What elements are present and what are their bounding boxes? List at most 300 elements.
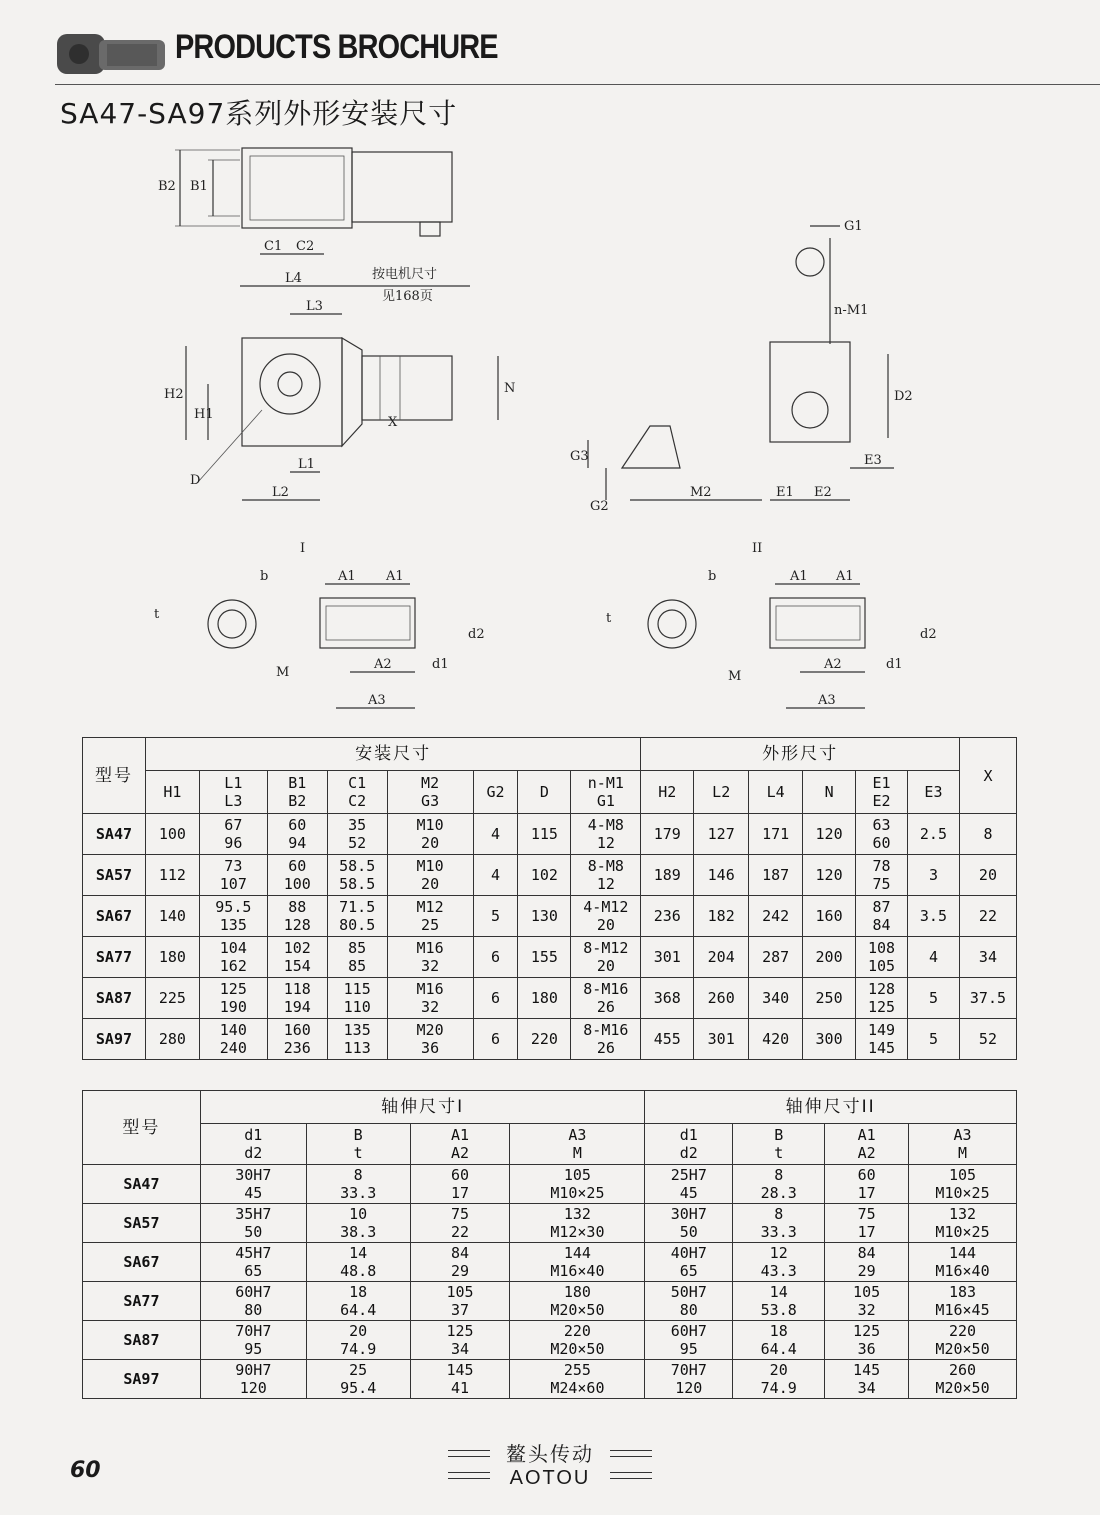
value-line: 73 (224, 857, 243, 875)
value-cell (327, 814, 387, 855)
value-line: 301 (707, 1030, 735, 1048)
value-line: 4 (490, 825, 500, 843)
value-cell (306, 1282, 410, 1321)
subheader-line: M2 (421, 774, 440, 792)
value-line: 70H7 (670, 1361, 707, 1379)
label-d2-II: d2 (920, 627, 937, 642)
value-line: 95 (244, 1340, 263, 1358)
value-line: 60 (288, 857, 307, 875)
value-line: 30H7 (235, 1166, 272, 1184)
label-A3-I: A3 (368, 693, 386, 708)
value-line: 65 (244, 1262, 263, 1280)
label-t-II: t (606, 611, 612, 626)
value-line: 37 (451, 1301, 470, 1319)
value-line: 240 (219, 1039, 247, 1057)
table-row (83, 1165, 1017, 1204)
value-cell (803, 896, 856, 937)
page-number: 60 (70, 1458, 101, 1483)
subheader-cell (641, 771, 694, 814)
shaft-dimension-table (82, 1090, 1017, 1399)
value-cell (327, 978, 387, 1019)
model-cell: SA77 (83, 937, 146, 978)
value-cell (199, 937, 267, 978)
value-cell (199, 978, 267, 1019)
value-line: 5 (928, 1030, 938, 1048)
value-line: 22 (451, 1223, 470, 1241)
value-line: 29 (451, 1262, 470, 1280)
subheader-line: d1 (679, 1126, 698, 1144)
value-line: 71.5 (339, 898, 376, 916)
value-line: 4-M8 (587, 816, 624, 834)
value-line: 84 (872, 916, 891, 934)
shaft-detail-I (154, 541, 485, 708)
subheader-line: H1 (163, 783, 182, 801)
value-cell (909, 1321, 1017, 1360)
value-line: 75 (872, 875, 891, 893)
value-cell (694, 855, 749, 896)
value-cell (145, 814, 199, 855)
subheader-cell (473, 771, 518, 814)
subheader-line: H2 (658, 783, 677, 801)
value-cell (856, 978, 908, 1019)
label-b-II: b (708, 569, 717, 584)
value-line: 260 (948, 1361, 977, 1379)
value-cell (749, 978, 803, 1019)
value-line: 125 (219, 980, 247, 998)
value-cell (694, 937, 749, 978)
label-d1-II: d1 (886, 657, 903, 672)
value-line: 105 (853, 1283, 881, 1301)
subheader-line: A1 (857, 1126, 876, 1144)
subheader-line: d2 (679, 1144, 698, 1162)
value-line: 17 (857, 1184, 876, 1202)
value-line: 64.4 (760, 1340, 797, 1358)
subheader-line: M (572, 1144, 582, 1162)
value-cell (909, 1204, 1017, 1243)
subheader-line: C1 (348, 774, 367, 792)
label-B1: B1 (190, 179, 208, 194)
subheader-cell (518, 771, 571, 814)
footer-rule-left (448, 1450, 490, 1457)
value-line: M10×25 (550, 1184, 605, 1202)
value-line: 154 (283, 957, 311, 975)
header-install: 安装尺寸 (145, 738, 640, 771)
value-cell (387, 937, 473, 978)
subheader-cell (410, 1124, 510, 1165)
value-line: 128 (867, 980, 896, 998)
table-row (83, 978, 1017, 1019)
value-line: 4 (490, 866, 500, 884)
value-line: 115 (530, 825, 558, 843)
value-line: 60 (872, 834, 891, 852)
value-cell (510, 1321, 645, 1360)
value-line: 225 (158, 989, 186, 1007)
value-line: 180 (563, 1283, 591, 1301)
label-A2-II: A2 (824, 657, 842, 672)
label-motor2: 见168页 (382, 289, 433, 304)
value-cell (856, 814, 908, 855)
value-line: 94 (288, 834, 307, 852)
model-cell: SA57 (83, 855, 146, 896)
value-cell (907, 937, 959, 978)
subheader-line: D (539, 783, 549, 801)
value-line: 85 (348, 939, 367, 957)
value-cell (856, 855, 908, 896)
value-cell (856, 896, 908, 937)
value-line: 50 (679, 1223, 698, 1241)
model-cell: SA47 (83, 1165, 201, 1204)
subheader-line: A3 (953, 1126, 972, 1144)
value-cell (571, 1019, 641, 1060)
subheader-cell (856, 771, 908, 814)
value-cell (959, 896, 1016, 937)
value-line: 180 (530, 989, 558, 1007)
footer-rule-right-2 (610, 1472, 652, 1479)
value-line: 204 (707, 948, 735, 966)
value-line: 20 (596, 957, 615, 975)
value-line: 300 (815, 1030, 843, 1048)
header-shaft-II: 轴伸尺寸II (645, 1091, 1017, 1124)
value-line: 95 (679, 1340, 698, 1358)
value-line: 340 (762, 989, 790, 1007)
label-D2: D2 (894, 389, 913, 404)
value-cell (825, 1204, 909, 1243)
value-cell (645, 1321, 733, 1360)
value-line: 127 (707, 825, 735, 843)
value-line: 149 (867, 1021, 896, 1039)
value-cell (825, 1243, 909, 1282)
subheader-line: E1 (872, 774, 891, 792)
subheader-cell (510, 1124, 645, 1165)
value-line: 6 (490, 948, 500, 966)
value-line: 236 (653, 907, 681, 925)
subheader-line: B (774, 1126, 784, 1144)
value-line: 53.8 (760, 1301, 797, 1319)
value-cell (825, 1360, 909, 1399)
value-line: 32 (421, 957, 440, 975)
label-E2: E2 (814, 485, 832, 500)
value-line: 140 (158, 907, 186, 925)
value-line: 8 (774, 1205, 784, 1223)
table-row (83, 1282, 1017, 1321)
value-line: 107 (219, 875, 247, 893)
label-A1-a: A1 (338, 569, 356, 584)
label-L3: L3 (306, 299, 323, 314)
value-cell (327, 896, 387, 937)
value-line: 20 (421, 875, 440, 893)
value-line: 35H7 (235, 1205, 272, 1223)
value-cell (909, 1282, 1017, 1321)
value-cell (199, 855, 267, 896)
value-cell (571, 896, 641, 937)
value-line: 160 (815, 907, 843, 925)
label-M-I: M (276, 665, 290, 680)
value-cell (856, 937, 908, 978)
value-cell (518, 855, 571, 896)
value-line: 132 (948, 1205, 977, 1223)
value-cell (907, 978, 959, 1019)
value-cell (200, 1243, 306, 1282)
value-line: 52 (978, 1030, 997, 1048)
value-cell (199, 814, 267, 855)
model-cell: SA97 (83, 1360, 201, 1399)
value-line: 162 (219, 957, 247, 975)
label-G2: G2 (590, 499, 609, 514)
subheader-line: G2 (486, 783, 505, 801)
value-cell (410, 1204, 510, 1243)
value-cell (327, 855, 387, 896)
value-cell (306, 1360, 410, 1399)
value-cell (200, 1204, 306, 1243)
value-cell (518, 978, 571, 1019)
value-cell (645, 1360, 733, 1399)
value-cell (645, 1243, 733, 1282)
value-line: 88 (288, 898, 307, 916)
value-line: 113 (343, 1039, 371, 1057)
value-line: 60H7 (670, 1322, 707, 1340)
subheader-line: A3 (568, 1126, 587, 1144)
value-line: 87 (872, 898, 891, 916)
value-cell (267, 855, 327, 896)
value-line: M16×40 (550, 1262, 605, 1280)
value-cell (518, 814, 571, 855)
subheader-line: N (824, 783, 834, 801)
value-line: 48.8 (340, 1262, 377, 1280)
value-line: 3.5 (919, 907, 947, 925)
label-H1: H1 (194, 407, 214, 422)
label-d2-I: d2 (468, 627, 485, 642)
value-cell (473, 1019, 518, 1060)
company-footer (440, 1438, 660, 1489)
value-line: 144 (563, 1244, 591, 1262)
subheader-line: t (353, 1144, 363, 1162)
value-line: 95.4 (340, 1379, 377, 1397)
value-line: 4-M12 (583, 898, 629, 916)
value-line: 26 (596, 1039, 615, 1057)
front-view (164, 266, 515, 500)
value-cell (306, 1243, 410, 1282)
header-x: X (959, 738, 1016, 814)
value-cell (749, 937, 803, 978)
value-line: 34 (857, 1379, 876, 1397)
value-cell (518, 937, 571, 978)
value-cell (410, 1321, 510, 1360)
label-C1: C1 (264, 239, 283, 254)
subheader-line: t (774, 1144, 784, 1162)
value-cell (641, 937, 694, 978)
value-line: 75 (451, 1205, 470, 1223)
value-line: 84 (857, 1244, 876, 1262)
value-cell (510, 1243, 645, 1282)
value-line: 182 (707, 907, 735, 925)
company-name-cn: 鳌头传动 (506, 1442, 594, 1466)
value-line: 28.3 (760, 1184, 797, 1202)
value-cell (749, 1019, 803, 1060)
value-line: 189 (653, 866, 681, 884)
label-M2: M2 (690, 485, 712, 500)
model-cell: SA67 (83, 896, 146, 937)
value-line: M16×45 (935, 1301, 990, 1319)
value-line: 80 (244, 1301, 263, 1319)
subheader-cell (749, 771, 803, 814)
value-cell (410, 1360, 510, 1399)
header-outline: 外形尺寸 (641, 738, 960, 771)
value-line: 74.9 (340, 1340, 377, 1358)
value-line: 67 (224, 816, 243, 834)
value-line: 104 (219, 939, 247, 957)
value-cell (510, 1204, 645, 1243)
value-cell (473, 855, 518, 896)
value-line: 45 (244, 1184, 263, 1202)
value-line: 45 (679, 1184, 698, 1202)
model-cell: SA67 (83, 1243, 201, 1282)
value-line: 43.3 (760, 1262, 797, 1280)
subheader-line: d1 (244, 1126, 263, 1144)
value-line: 75 (857, 1205, 876, 1223)
value-line: 34 (978, 948, 997, 966)
value-cell (200, 1165, 306, 1204)
value-line: 17 (857, 1223, 876, 1241)
model-cell: SA77 (83, 1282, 201, 1321)
label-G3: G3 (570, 449, 589, 464)
value-line: 140 (219, 1021, 247, 1039)
subheader-cell (907, 771, 959, 814)
value-line: 250 (815, 989, 843, 1007)
value-line: 4 (928, 948, 938, 966)
value-line: 95.5 (215, 898, 252, 916)
label-N: N (504, 381, 516, 396)
value-cell (518, 896, 571, 937)
value-line: 187 (762, 866, 790, 884)
value-line: M20×50 (935, 1379, 990, 1397)
value-line: 105 (446, 1283, 474, 1301)
value-line: 8-M8 (587, 857, 624, 875)
value-line: 132 (563, 1205, 591, 1223)
label-C2: C2 (296, 239, 315, 254)
value-line: 34 (451, 1340, 470, 1358)
table-row (83, 1243, 1017, 1282)
model-cell: SA47 (83, 814, 146, 855)
label-H2: H2 (164, 387, 184, 402)
side-view (570, 219, 913, 514)
value-line: 255 (563, 1361, 591, 1379)
table-row (83, 1204, 1017, 1243)
install-dimension-table (82, 737, 1017, 1060)
value-cell (571, 937, 641, 978)
label-M-II: M (728, 669, 742, 684)
subheader-line: B1 (288, 774, 307, 792)
value-line: M10 (416, 857, 444, 875)
value-cell (306, 1165, 410, 1204)
header-model-2: 型号 (83, 1091, 201, 1165)
value-line: 145 (853, 1361, 881, 1379)
value-line: 171 (762, 825, 790, 843)
value-cell (200, 1360, 306, 1399)
value-cell (907, 1019, 959, 1060)
value-line: 260 (707, 989, 735, 1007)
value-cell (694, 896, 749, 937)
table-row (83, 814, 1017, 855)
subheader-cell (733, 1124, 825, 1165)
subheader-line: E3 (924, 783, 943, 801)
shaft-detail-II (606, 541, 937, 708)
value-cell (733, 1165, 825, 1204)
value-cell (733, 1204, 825, 1243)
value-cell (959, 978, 1016, 1019)
value-line: 40H7 (670, 1244, 707, 1262)
value-line: 102 (283, 939, 311, 957)
value-cell (518, 1019, 571, 1060)
value-cell (473, 896, 518, 937)
subheader-cell (145, 771, 199, 814)
value-cell (907, 814, 959, 855)
value-cell (959, 855, 1016, 896)
value-line: 90H7 (235, 1361, 272, 1379)
value-line: M10 (416, 816, 444, 834)
value-line: 8-M16 (583, 980, 629, 998)
top-view (158, 148, 452, 254)
value-line: 32 (857, 1301, 876, 1319)
label-A3-II: A3 (818, 693, 836, 708)
subheader-cell (694, 771, 749, 814)
value-line: 80 (679, 1301, 698, 1319)
dimension-drawings (150, 128, 1030, 728)
value-cell (267, 1019, 327, 1060)
subheader-line: A1 (451, 1126, 470, 1144)
value-cell (909, 1243, 1017, 1282)
value-line: 120 (675, 1379, 703, 1397)
value-line: 180 (158, 948, 186, 966)
subheader-line: G3 (421, 792, 440, 810)
value-line: 20 (978, 866, 997, 884)
value-line: M16 (416, 980, 444, 998)
value-line: 12 (596, 834, 615, 852)
value-line: 242 (762, 907, 790, 925)
value-cell (803, 855, 856, 896)
value-line: 220 (948, 1322, 977, 1340)
model-cell: SA87 (83, 1321, 201, 1360)
model-cell: SA57 (83, 1204, 201, 1243)
value-cell (267, 896, 327, 937)
value-line: 8-M16 (583, 1021, 629, 1039)
value-line: 20 (349, 1322, 368, 1340)
value-line: 25H7 (670, 1166, 707, 1184)
subheader-cell (267, 771, 327, 814)
label-t-I: t (154, 607, 160, 622)
value-cell (645, 1204, 733, 1243)
footer-rule-right (610, 1450, 652, 1457)
value-cell (645, 1165, 733, 1204)
value-line: 236 (283, 1039, 311, 1057)
value-line: 25 (349, 1361, 368, 1379)
value-line: 144 (948, 1244, 977, 1262)
value-line: 64.4 (340, 1301, 377, 1319)
value-line: M12 (416, 898, 444, 916)
value-cell (907, 896, 959, 937)
value-line: M12×30 (550, 1223, 605, 1241)
value-cell (510, 1360, 645, 1399)
value-line: 105 (948, 1166, 977, 1184)
value-cell (473, 978, 518, 1019)
value-line: 6 (490, 989, 500, 1007)
label-b-I: b (260, 569, 269, 584)
value-line: 50 (244, 1223, 263, 1241)
value-line: 14 (769, 1283, 788, 1301)
subheader-cell (199, 771, 267, 814)
table-row (83, 1019, 1017, 1060)
subheader-cell (387, 771, 473, 814)
subheader-line: B2 (288, 792, 307, 810)
